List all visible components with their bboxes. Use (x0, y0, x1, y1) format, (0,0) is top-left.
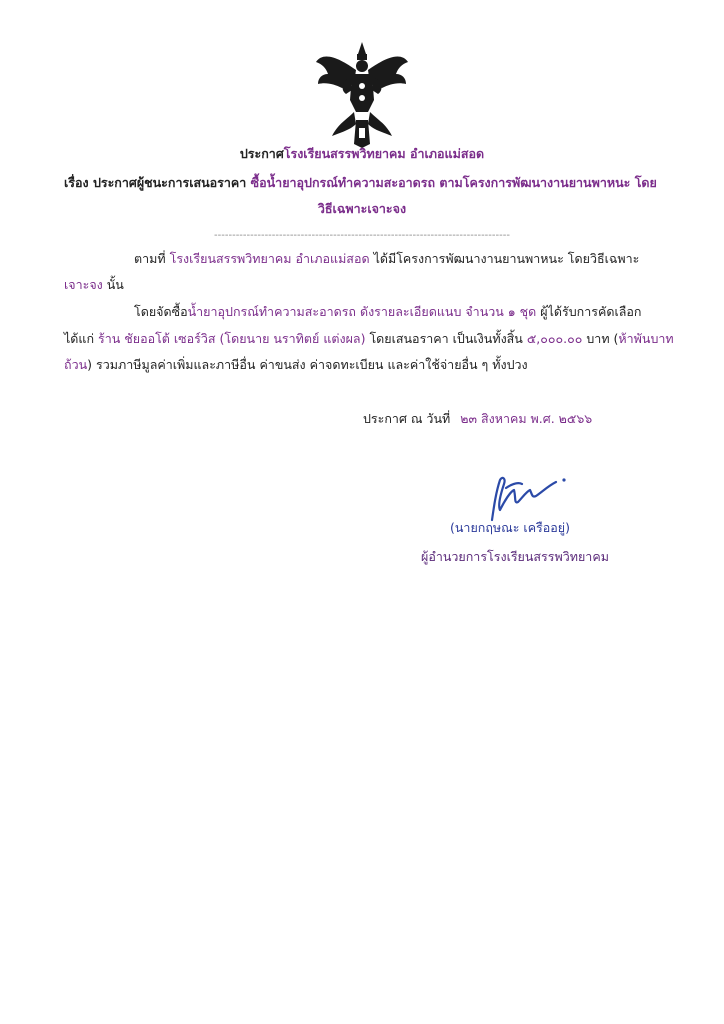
paragraph-1-line-2 (64, 277, 124, 293)
p3-amount: ๕,๐๐๐.๐๐ (526, 331, 583, 346)
subject-prefix: เรื่อง ประกาศผู้ชนะการเสนอราคา (64, 175, 247, 190)
p1-text-a: ตามที่ (134, 251, 166, 266)
p1-school: โรงเรียนสรรพวิทยาคม อำเภอแม่สอด (169, 251, 370, 266)
p3-text-c: บาท ( (586, 331, 619, 346)
p3-vendor: ร้าน ชัยออโต้ เซอร์วิส (โดยนาย นราทิตย์ แต่งผล) (98, 331, 366, 346)
signer-name: (นายกฤษณะ เครืออยู่) (450, 520, 570, 535)
subject-line-2: วิธีเฉพาะเจาะจง (317, 201, 407, 216)
subject-item: ซื้อน้ำยาอุปกรณ์ทำความสะอาดรถ ตามโครงการพัฒนางานยานพาหนะ โดย (250, 175, 657, 190)
p1-text-c: เจาะจง (64, 277, 103, 292)
paragraph-2-line-2 (64, 331, 674, 347)
p2-text-b: ผู้ได้รับการคัดเลือก (540, 304, 642, 319)
title-school: โรงเรียนสรรพวิทยาคม อำเภอแม่สอด (283, 146, 485, 161)
p3-text-a: ได้แก่ (64, 331, 95, 346)
p1-text-b: ได้มีโครงการพัฒนางานยานพาหนะ โดยวิธีเฉพาะ (373, 251, 640, 266)
signer-position: ผู้อำนวยการโรงเรียนสรรพวิทยาคม (421, 549, 609, 564)
p4-text-a: ) รวมภาษีมูลค่าเพิ่มและภาษีอื่น ค่าขนส่ง ค่าจดทะเบียน และค่าใช้จ่ายอื่น ๆ ทั้งปวง (87, 357, 528, 372)
separator-line: ---------------------------------------------------------------------------------- (214, 230, 510, 241)
p3-words: ห้าพันบาท (618, 331, 674, 346)
p3-text-b: โดยเสนอราคา เป็นเงินทั้งสิ้น (369, 331, 523, 346)
date-value: ๒๓ สิงหาคม พ.ศ. ๒๕๖๖ (460, 411, 593, 426)
paragraph-2-line-3 (64, 357, 528, 373)
p2-text-a: โดยจัดซื้อ (134, 304, 188, 319)
garuda-emblem (312, 40, 412, 150)
announcement-date (363, 411, 592, 427)
subject-line (64, 175, 657, 191)
p4-words: ถ้วน (64, 357, 88, 372)
p1-text-d: นั้น (106, 277, 124, 292)
handwritten-signature (470, 462, 570, 522)
p2-item: น้ำยาอุปกรณ์ทำความสะอาดรถ ดังรายละเอียดแนบ จำนวน ๑ ชุด (187, 304, 537, 319)
date-label: ประกาศ ณ วันที่ (363, 411, 451, 426)
announcement-title (0, 146, 724, 162)
paragraph-2-line-1 (134, 304, 641, 320)
title-prefix: ประกาศ (239, 146, 284, 161)
paragraph-1-line-1 (134, 251, 639, 267)
